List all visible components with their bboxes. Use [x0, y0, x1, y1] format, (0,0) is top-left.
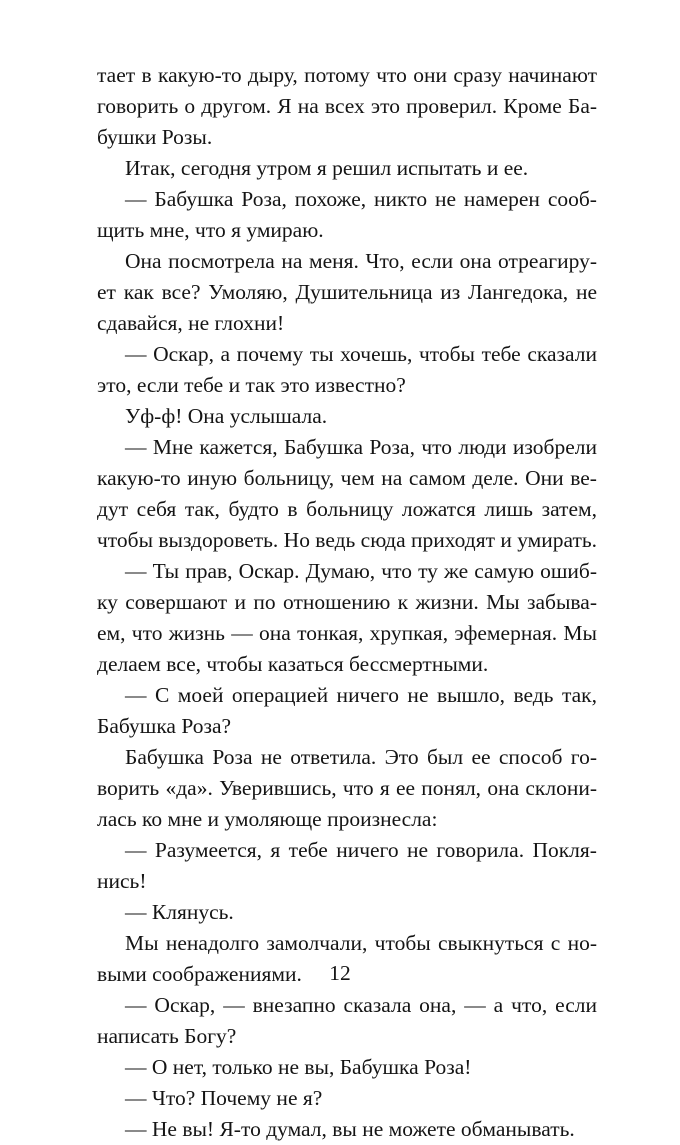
text-line: — Клянусь. — [125, 900, 234, 924]
text-line: это, если тебе и так это известно? — [97, 373, 406, 397]
text-line: нись! — [97, 869, 147, 893]
text-line: тает в какую-то дыру, потому что они сразу начинают — [97, 63, 598, 87]
text-line: ет как все? Умоляю, Душительница из Лангедока, не — [97, 280, 597, 304]
text-line: — Оскар, — внезапно сказала она, — а что, если — [125, 993, 597, 1017]
text-line: делаем все, чтобы казаться бессмертными. — [97, 652, 489, 676]
text-line: написать Богу? — [97, 1024, 237, 1048]
text-line: Бабушка Роза не ответила. Это был ее способ го- — [125, 745, 597, 769]
text-line: какую-то иную больницу, чем на самом деле. Они ве- — [97, 466, 597, 490]
text-line: дут себя так, будто в больницу ложатся лишь затем, — [97, 497, 597, 521]
text-line: — Не вы! Я-то думал, вы не можете обманывать. — [125, 1117, 575, 1141]
text-line: — Что? Почему не я? — [125, 1086, 323, 1110]
text-line: бушки Розы. — [97, 125, 213, 149]
text-line: — Ты прав, Оскар. Думаю, что ту же самую ошиб- — [125, 559, 598, 583]
text-line: ем, что жизнь — она тонкая, хрупкая, эфемерная. Мы — [97, 621, 597, 645]
text-line: ку совершают и по отношению к жизни. Мы забыва- — [97, 590, 597, 614]
text-line: лась ко мне и умоляюще произнесла: — [97, 807, 438, 831]
text-line: ворить «да». Уверившись, что я ее понял, она склони- — [97, 776, 598, 800]
text-line: — Разумеется, я тебе ничего не говорила. Покля- — [125, 838, 597, 862]
text-line: щить мне, что я умираю. — [97, 218, 324, 242]
text-line: Мы ненадолго замолчали, чтобы свыкнуться с но- — [125, 931, 598, 955]
text-line: Бабушка Роза? — [97, 714, 232, 738]
text-line: Она посмотрела на меня. Что, если она отреагиру- — [125, 249, 597, 273]
text-line: — О нет, только не вы, Бабушка Роза! — [125, 1055, 472, 1079]
text-line: — Оскар, а почему ты хочешь, чтобы тебе сказали — [125, 342, 597, 366]
text-line: Уф-ф! Она услышала. — [125, 404, 328, 428]
text-line: чтобы выздороветь. Но ведь сюда приходят и умирать. — [97, 528, 598, 552]
text-line: Итак, сегодня утром я решил испытать и ее. — [125, 156, 529, 180]
text-line: — Мне кажется, Бабушка Роза, что люди изобрели — [125, 435, 598, 459]
text-line: выми соображениями. — [97, 962, 302, 986]
text-line: сдавайся, не глохни! — [97, 311, 285, 335]
text-line: говорить о другом. Я на всех это проверил. Кроме Ба- — [97, 94, 598, 118]
text-line: — С моей операцией ничего не вышло, ведь так, — [125, 683, 597, 707]
text-line: — Бабушка Роза, похоже, никто не намерен сооб- — [125, 187, 597, 211]
page-number: 12 — [329, 961, 351, 985]
